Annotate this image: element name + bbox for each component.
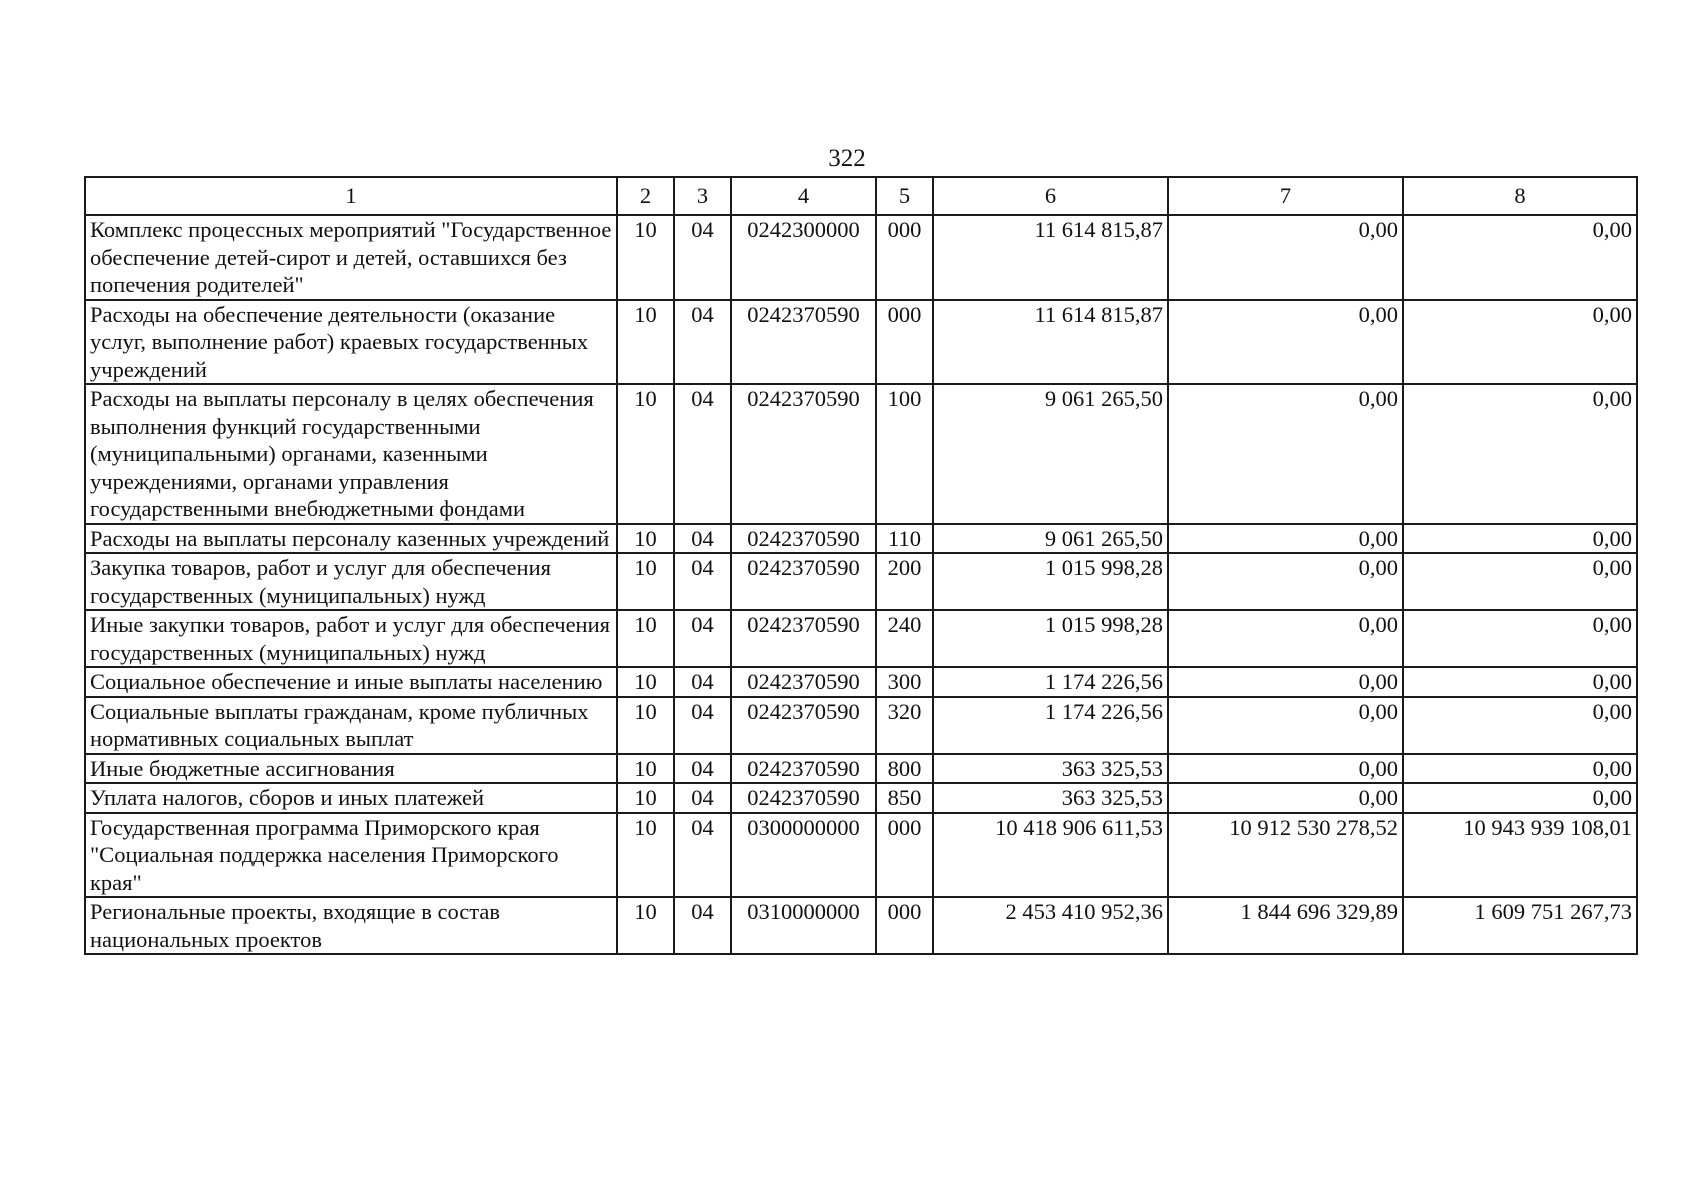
amount-col6: 11 614 815,87 bbox=[933, 215, 1168, 300]
amount-col6: 363 325,53 bbox=[933, 783, 1168, 813]
amount-col7: 0,00 bbox=[1168, 215, 1403, 300]
expense-type-code: 200 bbox=[876, 553, 933, 610]
target-article-code: 0242370590 bbox=[731, 553, 876, 610]
expense-type-code: 800 bbox=[876, 754, 933, 784]
amount-col7: 10 912 530 278,52 bbox=[1168, 813, 1403, 898]
section-code: 10 bbox=[617, 215, 674, 300]
column-number: 1 bbox=[85, 177, 617, 215]
section-code: 10 bbox=[617, 754, 674, 784]
amount-col8: 0,00 bbox=[1403, 553, 1637, 610]
amount-col8: 1 609 751 267,73 bbox=[1403, 897, 1637, 954]
row-name: Региональные проекты, входящие в состав национальных проектов bbox=[85, 897, 617, 954]
expense-type-code: 110 bbox=[876, 524, 933, 554]
amount-col6: 1 015 998,28 bbox=[933, 610, 1168, 667]
expense-type-code: 100 bbox=[876, 384, 933, 524]
amount-col6: 11 614 815,87 bbox=[933, 300, 1168, 385]
amount-col7: 0,00 bbox=[1168, 300, 1403, 385]
target-article-code: 0300000000 bbox=[731, 813, 876, 898]
section-code: 10 bbox=[617, 610, 674, 667]
amount-col8: 0,00 bbox=[1403, 215, 1637, 300]
table-row bbox=[85, 384, 1637, 524]
amount-col7: 0,00 bbox=[1168, 783, 1403, 813]
subsection-code: 04 bbox=[674, 754, 731, 784]
amount-col6: 9 061 265,50 bbox=[933, 384, 1168, 524]
target-article-code: 0242370590 bbox=[731, 384, 876, 524]
expense-type-code: 000 bbox=[876, 897, 933, 954]
row-name: Социальное обеспечение и иные выплаты населению bbox=[85, 667, 617, 697]
column-number: 4 bbox=[731, 177, 876, 215]
column-number: 6 bbox=[933, 177, 1168, 215]
table-row bbox=[85, 553, 1637, 610]
table-row bbox=[85, 813, 1637, 898]
table-row bbox=[85, 524, 1637, 554]
row-name: Закупка товаров, работ и услуг для обеспечения государственных (муниципальных) нужд bbox=[85, 553, 617, 610]
table-row bbox=[85, 300, 1637, 385]
row-name: Расходы на выплаты персоналу казенных учреждений bbox=[85, 524, 617, 554]
table-row bbox=[85, 667, 1637, 697]
expense-type-code: 000 bbox=[876, 215, 933, 300]
section-code: 10 bbox=[617, 783, 674, 813]
amount-col7: 0,00 bbox=[1168, 553, 1403, 610]
amount-col7: 0,00 bbox=[1168, 384, 1403, 524]
column-number: 7 bbox=[1168, 177, 1403, 215]
amount-col8: 0,00 bbox=[1403, 300, 1637, 385]
amount-col8: 0,00 bbox=[1403, 754, 1637, 784]
amount-col8: 0,00 bbox=[1403, 697, 1637, 754]
section-code: 10 bbox=[617, 897, 674, 954]
subsection-code: 04 bbox=[674, 384, 731, 524]
subsection-code: 04 bbox=[674, 215, 731, 300]
column-number: 2 bbox=[617, 177, 674, 215]
amount-col7: 0,00 bbox=[1168, 610, 1403, 667]
amount-col6: 10 418 906 611,53 bbox=[933, 813, 1168, 898]
amount-col7: 0,00 bbox=[1168, 667, 1403, 697]
section-code: 10 bbox=[617, 553, 674, 610]
expense-type-code: 300 bbox=[876, 667, 933, 697]
section-code: 10 bbox=[617, 697, 674, 754]
page-number: 322 bbox=[828, 145, 866, 172]
subsection-code: 04 bbox=[674, 783, 731, 813]
column-number: 3 bbox=[674, 177, 731, 215]
section-code: 10 bbox=[617, 813, 674, 898]
target-article-code: 0242370590 bbox=[731, 610, 876, 667]
amount-col7: 0,00 bbox=[1168, 754, 1403, 784]
table-row bbox=[85, 783, 1637, 813]
expense-type-code: 850 bbox=[876, 783, 933, 813]
target-article-code: 0242370590 bbox=[731, 697, 876, 754]
subsection-code: 04 bbox=[674, 300, 731, 385]
subsection-code: 04 bbox=[674, 897, 731, 954]
row-name: Комплекс процессных мероприятий "Государственное обеспечение детей-сирот и детей, оставшихся без попечения родителей" bbox=[85, 215, 617, 300]
target-article-code: 0242370590 bbox=[731, 783, 876, 813]
column-number: 8 bbox=[1403, 177, 1637, 215]
row-name: Расходы на обеспечение деятельности (оказание услуг, выполнение работ) краевых государственных учреждений bbox=[85, 300, 617, 385]
target-article-code: 0310000000 bbox=[731, 897, 876, 954]
subsection-code: 04 bbox=[674, 610, 731, 667]
column-number: 5 bbox=[876, 177, 933, 215]
table-row bbox=[85, 754, 1637, 784]
target-article-code: 0242300000 bbox=[731, 215, 876, 300]
amount-col7: 1 844 696 329,89 bbox=[1168, 897, 1403, 954]
expense-type-code: 000 bbox=[876, 813, 933, 898]
amount-col8: 0,00 bbox=[1403, 783, 1637, 813]
amount-col6: 9 061 265,50 bbox=[933, 524, 1168, 554]
amount-col6: 1 174 226,56 bbox=[933, 667, 1168, 697]
amount-col6: 1 174 226,56 bbox=[933, 697, 1168, 754]
row-name: Иные бюджетные ассигнования bbox=[85, 754, 617, 784]
target-article-code: 0242370590 bbox=[731, 300, 876, 385]
table-row bbox=[85, 215, 1637, 300]
expense-type-code: 240 bbox=[876, 610, 933, 667]
amount-col7: 0,00 bbox=[1168, 524, 1403, 554]
amount-col7: 0,00 bbox=[1168, 697, 1403, 754]
section-code: 10 bbox=[617, 384, 674, 524]
section-code: 10 bbox=[617, 524, 674, 554]
row-name: Иные закупки товаров, работ и услуг для обеспечения государственных (муниципальных) нужд bbox=[85, 610, 617, 667]
section-code: 10 bbox=[617, 667, 674, 697]
column-number-row bbox=[85, 177, 1637, 215]
amount-col6: 1 015 998,28 bbox=[933, 553, 1168, 610]
amount-col8: 0,00 bbox=[1403, 524, 1637, 554]
amount-col8: 0,00 bbox=[1403, 667, 1637, 697]
table-row bbox=[85, 610, 1637, 667]
section-code: 10 bbox=[617, 300, 674, 385]
table-row bbox=[85, 697, 1637, 754]
target-article-code: 0242370590 bbox=[731, 524, 876, 554]
subsection-code: 04 bbox=[674, 667, 731, 697]
row-name: Уплата налогов, сборов и иных платежей bbox=[85, 783, 617, 813]
target-article-code: 0242370590 bbox=[731, 667, 876, 697]
amount-col8: 0,00 bbox=[1403, 384, 1637, 524]
target-article-code: 0242370590 bbox=[731, 754, 876, 784]
expense-type-code: 320 bbox=[876, 697, 933, 754]
subsection-code: 04 bbox=[674, 553, 731, 610]
row-name: Государственная программа Приморского края "Социальная поддержка населения Приморского края" bbox=[85, 813, 617, 898]
subsection-code: 04 bbox=[674, 813, 731, 898]
amount-col6: 363 325,53 bbox=[933, 754, 1168, 784]
budget-table bbox=[84, 176, 1638, 955]
amount-col6: 2 453 410 952,36 bbox=[933, 897, 1168, 954]
row-name: Социальные выплаты гражданам, кроме публичных нормативных социальных выплат bbox=[85, 697, 617, 754]
expense-type-code: 000 bbox=[876, 300, 933, 385]
amount-col8: 0,00 bbox=[1403, 610, 1637, 667]
subsection-code: 04 bbox=[674, 697, 731, 754]
table-row bbox=[85, 897, 1637, 954]
amount-col8: 10 943 939 108,01 bbox=[1403, 813, 1637, 898]
subsection-code: 04 bbox=[674, 524, 731, 554]
row-name: Расходы на выплаты персоналу в целях обеспечения выполнения функций государственными (муниципальными) органами, казенными учреждениями, органами управления государственными внебюджетными фондами bbox=[85, 384, 617, 524]
